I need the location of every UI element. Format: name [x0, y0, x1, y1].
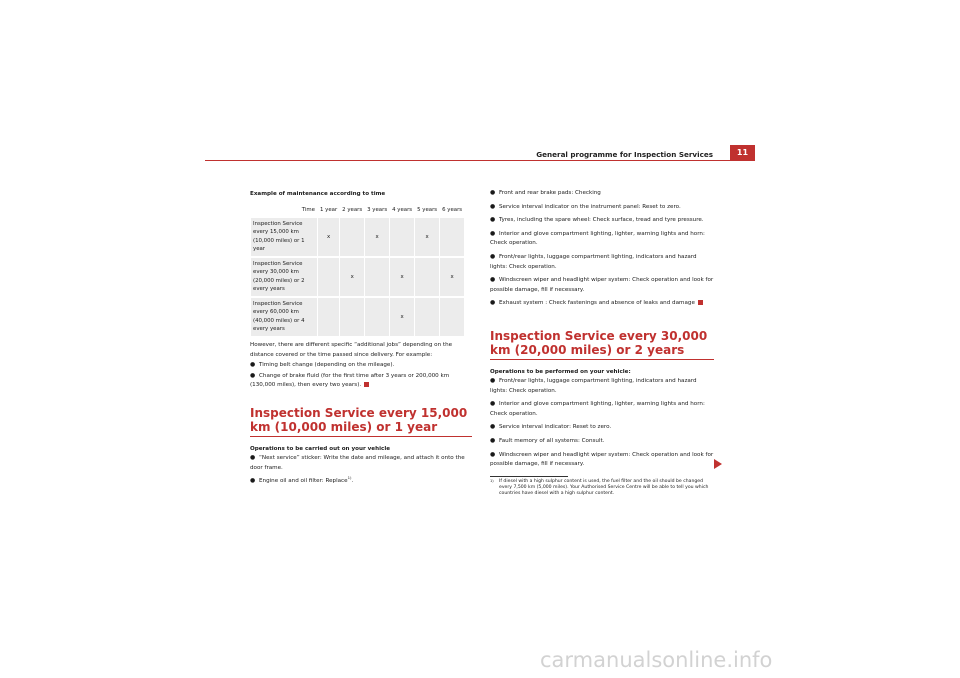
- table-row: [251, 218, 464, 256]
- table-cell: x: [365, 218, 389, 256]
- table-cell: x: [318, 218, 339, 256]
- list-item: [250, 453, 472, 473]
- section-heading: Inspection Service every 15,000 km (10,000 miles) or 1 year: [250, 405, 468, 434]
- table-header: 1 year: [320, 207, 338, 213]
- list-item: [490, 202, 714, 213]
- list-item: [250, 371, 472, 391]
- operations-label: Operations to be carried out on your vehicle: [250, 445, 391, 452]
- table-header: Time: [301, 207, 315, 213]
- list-item: [490, 188, 714, 199]
- table-header: 6 years: [442, 207, 463, 213]
- table-cell: x: [390, 258, 414, 296]
- list-item: [490, 376, 714, 396]
- list-item-text: Front/rear lights, luggage compartment lighting, indicators and hazard lights: Check operation.: [490, 253, 697, 270]
- continue-arrow-icon: [714, 459, 722, 469]
- bullet-icon: ●: [490, 376, 496, 384]
- list-item: [490, 436, 714, 447]
- list-item: [250, 360, 472, 371]
- list-item: [490, 399, 714, 419]
- bullet-icon: ●: [490, 216, 496, 224]
- bullet-icon: ●: [490, 189, 496, 196]
- heading-rule: [490, 359, 714, 360]
- right-column: [490, 188, 714, 470]
- example-heading: Example of maintenance according to time: [250, 191, 386, 197]
- table-cell: [340, 218, 364, 256]
- table-cell: [365, 298, 389, 336]
- bullet-icon: ●: [250, 371, 256, 379]
- left-column: [250, 190, 472, 487]
- table-cell: x: [390, 298, 414, 336]
- table-header-row: [251, 204, 464, 216]
- table-row: [251, 298, 464, 336]
- bullet-icon: ●: [490, 436, 496, 444]
- list-item-text: Front/rear lights, luggage compartment lighting, indicators and hazard lights: Check operation.: [490, 377, 697, 394]
- table-header: 3 years: [367, 207, 388, 213]
- bullet-icon: ●: [490, 423, 496, 431]
- table-cell: [415, 298, 439, 336]
- table-header: 2 years: [342, 207, 363, 213]
- table-cell: [390, 218, 414, 256]
- list-item: [490, 422, 714, 433]
- list-item-text: Fault memory of all systems: Consult.: [499, 437, 605, 444]
- row-label: Inspection Service every 15,000 km (10,000 miles) or 1 year: [251, 218, 317, 256]
- header-title: General programme for Inspection Services: [536, 150, 713, 159]
- list-item: [490, 450, 714, 470]
- end-of-section-icon: [364, 382, 369, 387]
- list-item: [490, 229, 714, 249]
- table-row: [251, 258, 464, 296]
- table-cell: [318, 298, 339, 336]
- table-cell: [365, 258, 389, 296]
- table-cell: [340, 298, 364, 336]
- end-of-section-icon: [698, 300, 703, 305]
- list-item-text: Service interval indicator on the instrument panel: Reset to zero.: [499, 203, 681, 210]
- watermark: carmanualsonline.info: [540, 648, 773, 672]
- bullet-icon: ●: [250, 453, 256, 461]
- list-item-text: “Next service” sticker: Write the date and mileage, and attach it onto the door frame.: [250, 454, 465, 471]
- bullet-icon: ●: [250, 361, 256, 369]
- bullet-icon: ●: [490, 299, 496, 307]
- table-header: 4 years: [392, 207, 413, 213]
- footnote-text: If diesel with a high sulphur content is used, the fuel filter and the oil should be changed every 7,500 km (5,000 miles). Your Authorised Service Centre will be able to tell you which countries have diesel with a high sulphur content.: [499, 479, 709, 497]
- page-number: 11: [730, 145, 755, 160]
- list-item-text: Change of brake fluid (for the first time after 3 years or 200,000 km (130,000 miles), then every two years).: [250, 372, 450, 389]
- list-item-text: Windscreen wiper and headlight wiper system: Check operation and look for possible damage, fill if necessary.: [490, 277, 714, 293]
- footnote: [490, 479, 714, 498]
- bullet-icon: ●: [490, 252, 496, 260]
- header-rule: [205, 160, 755, 161]
- table-header: 5 years: [417, 207, 438, 213]
- table-cell: [440, 218, 464, 256]
- table-cell: x: [340, 258, 364, 296]
- list-item-text: Exhaust system : Check fastenings and absence of leaks and damage: [499, 300, 695, 307]
- bullet-icon: ●: [490, 276, 496, 284]
- footnote-rule: [490, 476, 568, 477]
- footnote-ref[interactable]: 1): [347, 475, 352, 481]
- row-label: Inspection Service every 30,000 km (20,000 miles) or 2 every years: [251, 258, 317, 296]
- list-item: [490, 275, 714, 295]
- bullet-icon: ●: [490, 229, 496, 237]
- list-item-text: Timing belt change (depending on the mileage).: [259, 362, 395, 369]
- maintenance-table: [250, 202, 465, 338]
- row-label: Inspection Service every 60,000 km (40,000 miles) or 4 every years: [251, 298, 317, 336]
- intro-paragraph: However, there are different specific “additional jobs” depending on the distance covered or the time passed since delivery. For example:: [250, 342, 453, 358]
- list-item: ● Engine oil and oil filter: Replace$^{1)}$.: [250, 475, 354, 485]
- bullet-icon: ●: [490, 202, 496, 210]
- list-item: [490, 215, 714, 226]
- operations-label: Operations to be performed on your vehicle:: [490, 368, 631, 375]
- list-item-text: Interior and glove compartment lighting, lighter, warning lights and horn: Check operation.: [490, 401, 705, 417]
- table-cell: x: [440, 258, 464, 296]
- list-item-text: Windscreen wiper and headlight wiper system: Check operation and look for possible damage, fill if necessary.: [490, 451, 714, 468]
- section-heading: Inspection Service every 30,000 km (20,000 miles) or 2 years: [490, 328, 708, 357]
- table-cell: x: [415, 218, 439, 256]
- list-item: [490, 298, 714, 309]
- list-item-text: Service interval indicator: Reset to zero.: [499, 424, 612, 431]
- table-cell: [415, 258, 439, 296]
- bullet-icon: ●: [490, 450, 496, 458]
- list-item-text: Interior and glove compartment lighting, lighter, warning lights and horn: Check operation.: [490, 230, 705, 247]
- list-item-text: Tyres, including the spare wheel: Check surface, tread and tyre pressure.: [499, 217, 704, 224]
- list-item-text: Engine oil and oil filter: Replace: [259, 478, 348, 485]
- bullet-icon: ●: [490, 400, 496, 408]
- table-cell: [318, 258, 339, 296]
- table-cell: [440, 298, 464, 336]
- footnote-mark: 1): [490, 479, 494, 483]
- list-item: [490, 252, 714, 272]
- heading-rule: [250, 436, 472, 437]
- bullet-icon: ●: [250, 477, 256, 485]
- list-item-text: Front and rear brake pads: Checking: [499, 190, 601, 196]
